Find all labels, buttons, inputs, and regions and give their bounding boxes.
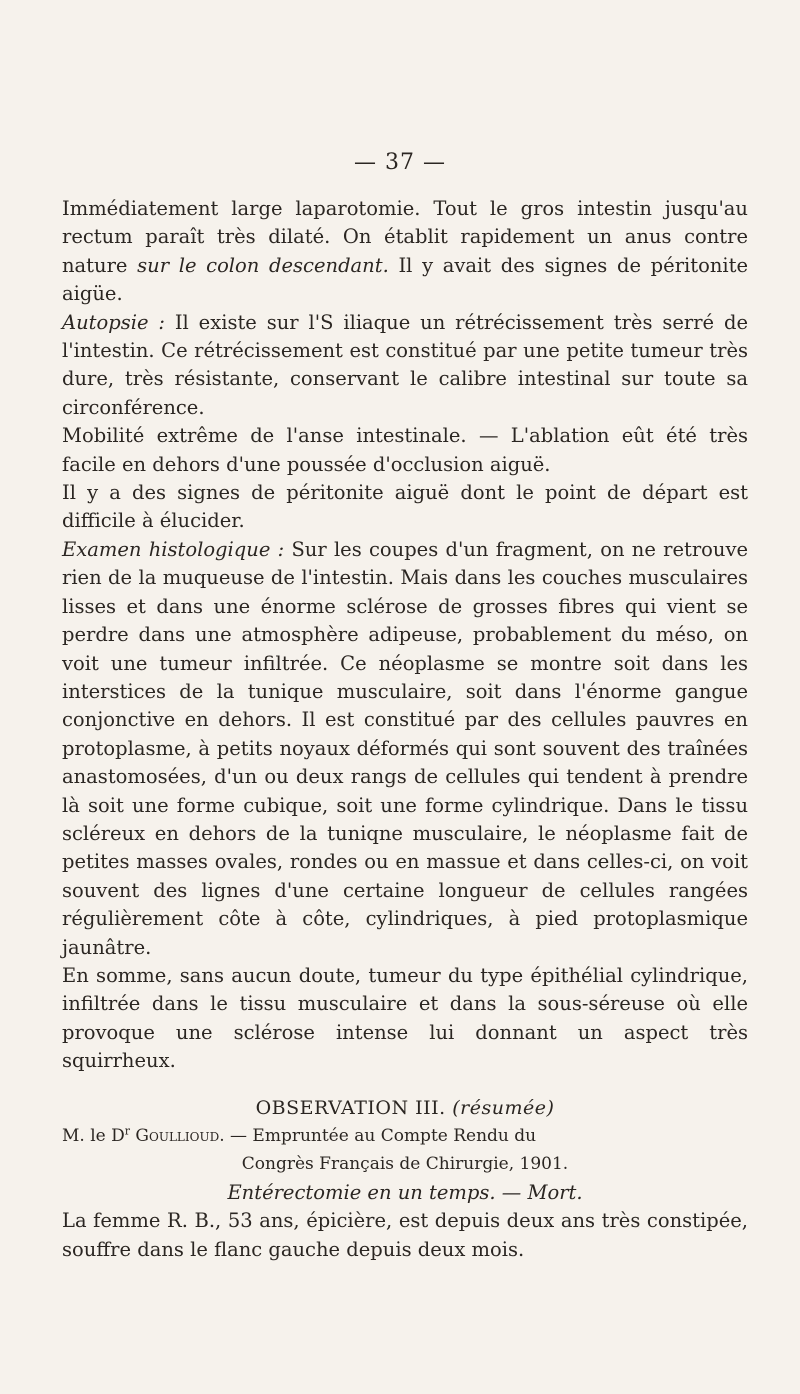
- source-line-2: Congrès Français de Chirurgie, 1901.: [241, 1154, 569, 1175]
- examen-text: Sur les coupes d'un fragment, on ne retrouve rien de la muqueuse de l'intestin. Mais dans les couches musculaires lisses et dans une énorme sclérose de grosses fibres qui vient se perdre dans une atmosphère adipeuse, probablement du méso, on voit une tumeur infiltrée. Ce néoplasme se montre soit dans les interstices de la tunique musculaire, soit dans l'énorme gangue conjonctive en dehors. Il est constitué par des cellules pauvres en protoplasme, à petits noyaux déformés qui sont souvent des traînées anastomosées, d'un ou deux rangs de cellules qui tendent à prendre là soit une forme cubique, soit une forme cylindrique. Dans le tissu scléreux en dehors de la tuniqne musculaire, le néoplasme fait de petites masses ovales, rondes ou en massue et dans celles-ci, on voit souvent des lignes d'une certaine longueur de cellules rangées régulièrement côte à côte, cylindriques, à pied protoplasmique jaunâtre.: [62, 537, 749, 959]
- p1-italic: sur le colon descendant.: [137, 253, 389, 277]
- autopsie-text: Il existe sur l'S iliaque un rétrécissement très serré de l'intestin. Ce rétrécissement est constitué par une petite tumeur très dure, très résistante, conservant le calibre intestinal sur toute sa circonférence.: [62, 310, 748, 419]
- observation-subtitle: Entérectomie en un temps. — Mort.: [227, 1180, 583, 1204]
- source-line-1: — Empruntée au Compte Rendu du: [230, 1126, 537, 1146]
- autopsie-label: Autopsie :: [62, 310, 165, 334]
- author-prefix: M. le D: [62, 1126, 125, 1146]
- paragraph-1: [62, 195, 748, 309]
- paragraph-examen: [62, 536, 748, 962]
- observation-author: [62, 1122, 748, 1150]
- author-name: Goullioud.: [135, 1126, 225, 1146]
- paragraph-3: Mobilité extrême de l'anse intestinale. — L'ablation eût été très facile en dehors d'une poussée d'occlusion aiguë.: [62, 424, 748, 476]
- paragraph-4: Il y a des signes de péritonite aiguë dont le point de départ est difficile à élucider.: [62, 481, 748, 533]
- paragraph-autopsie: [62, 309, 748, 423]
- p1-text: Immédiatement large laparotomie. Tout le gros intestin jusqu'au rectum paraît très dilaté. On établit rapidement un anus contre nature: [62, 197, 748, 277]
- page-number: — 37 —: [354, 150, 446, 175]
- observation-title: OBSERVATION III.: [255, 1096, 446, 1119]
- paragraph-6: En somme, sans aucun doute, tumeur du type épithélial cylindrique, infiltrée dans le tissu musculaire et dans la sous-séreuse où elle provoque une sclérose intense lui donnant un aspect très squirrheux.: [62, 963, 748, 1073]
- observation-heading: [62, 1094, 748, 1122]
- p1-end: Il y avait des signes de péritonite aigüe.: [62, 253, 749, 306]
- body-text: [62, 195, 748, 1264]
- author-sup: r: [124, 1124, 131, 1138]
- examen-label: Examen histologique :: [62, 537, 285, 561]
- observation-body: La femme R. B., 53 ans, épicière, est depuis deux ans très constipée, souffre dans le flanc gauche depuis deux mois.: [62, 1209, 748, 1261]
- observation-title-italic: (résumée): [452, 1096, 555, 1119]
